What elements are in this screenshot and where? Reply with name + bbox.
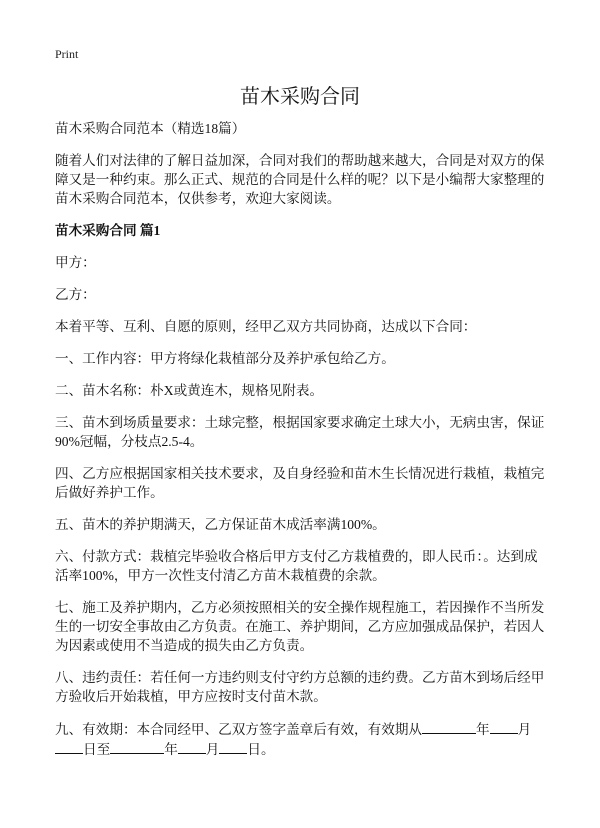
- blank-field: [110, 739, 164, 754]
- clause-7: 七、施工及养护期内，乙方必须按照相关的安全操作规程施工，若因操作不当所发生的一切安全事故由乙方负责。在施工、养护期间，乙方应加强成品保护，若因人为因素或使用不当造成的损失由乙方负责。: [55, 600, 545, 653]
- blank-field: [490, 719, 518, 734]
- blank-field: [219, 739, 247, 754]
- blank-field: [422, 719, 476, 734]
- section-heading: 苗木采购合同 篇1: [55, 223, 161, 238]
- print-link[interactable]: Print: [55, 47, 79, 61]
- party-a: 甲方：: [55, 255, 96, 270]
- month-label: 月: [205, 742, 220, 757]
- clause-8: 八、违约责任：若任何一方违约则支付守约方总额的违约费。乙方苗木到场后经甲方验收后开始栽植，甲方应按时支付苗木款。: [55, 670, 545, 704]
- party-b: 乙方：: [55, 287, 96, 302]
- clause-3: 三、苗木到场质量要求：土球完整，根据国家要求确定土球大小，无病虫害，保证90%冠幅，分枝点2.5-4。: [55, 415, 545, 449]
- preamble: 本着平等、互利、自愿的原则，经甲乙双方共同协商，达成以下合同：: [55, 319, 477, 334]
- clause-1: 一、工作内容：甲方将绿化栽植部分及养护承包给乙方。: [55, 351, 395, 366]
- day-label: 日。: [247, 742, 275, 757]
- day-to-label: 日至: [83, 742, 111, 757]
- clause-4: 四、乙方应根据国家相关技术要求，及自身经验和苗木生长情况进行栽植，栽植完后做好养护工作。: [55, 466, 545, 500]
- document-body: [55, 119, 549, 772]
- year-label: 年: [476, 722, 490, 737]
- intro-paragraph: 随着人们对法律的了解日益加深，合同对我们的帮助越来越大，合同是对双方的保障又是一种约束。那么正式、规范的合同是什么样的呢？以下是小编帮大家整理的苗木采购合同范本，仅供参考，欢迎大家阅读。: [55, 153, 545, 206]
- clause-6: 六、付款方式：栽植完毕验收合格后甲方支付乙方栽植费的，即人民币：。达到成活率100%，甲方一次性支付清乙方苗木栽植费的余款。: [55, 549, 538, 583]
- clause-2: 二、苗木名称：朴X或黄连木，规格见附表。: [55, 383, 324, 398]
- clause-5: 五、苗木的养护期满天，乙方保证苗木成活率满100%。: [55, 517, 386, 532]
- blank-field: [55, 739, 83, 754]
- month-label: 月: [517, 722, 532, 737]
- clause-9: [55, 719, 549, 759]
- subtitle: 苗木采购合同范本（精选18篇）: [55, 121, 246, 136]
- document-title: 苗木采购合同: [240, 84, 360, 108]
- clause-9-text: 九、有效期：本合同经甲、乙双方签字盖章后有效，有效期从: [55, 722, 423, 737]
- blank-field: [178, 739, 206, 754]
- year-label: 年: [164, 742, 178, 757]
